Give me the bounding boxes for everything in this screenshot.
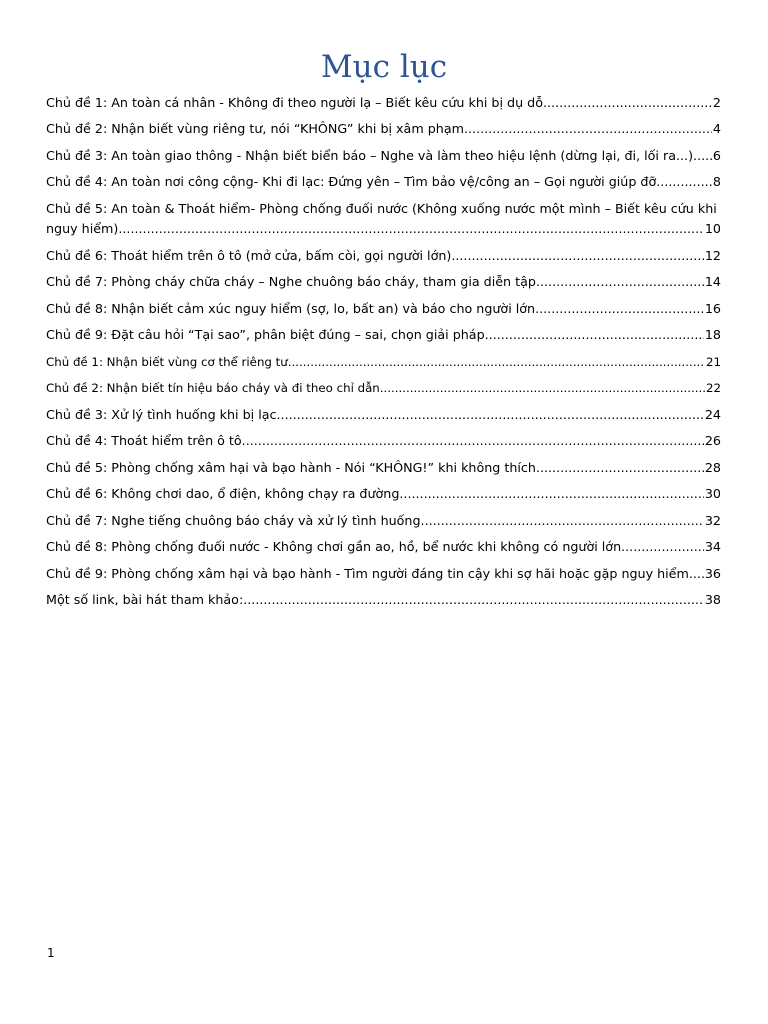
toc-entry-title: Chủ đề 8: Phòng chống đuối nước - Không chơi gần ao, hồ, bể nước khi không có người lớn	[46, 539, 622, 554]
toc-entry-page: 34	[704, 539, 721, 554]
toc-dot-leader	[421, 511, 704, 531]
toc-entry[interactable]	[46, 451, 721, 478]
toc-entry-title: Chủ đề 3: An toàn giao thông - Nhận biết biển báo – Nghe và làm theo hiệu lệnh (dừng lại, đi, lối ra...)	[46, 147, 694, 163]
toc-entry-title-continued: nguy hiểm)	[46, 221, 119, 236]
toc-dot-leader	[399, 484, 703, 504]
toc-entry[interactable]	[46, 166, 721, 193]
toc-dot-leader	[242, 431, 704, 451]
toc-dot-leader	[693, 146, 712, 166]
page-number: 1	[47, 946, 55, 960]
toc-entry-title: Chủ đề 9: Đặt câu hỏi “Tại sao”, phân biệt đúng – sai, chọn giải pháp	[46, 327, 485, 342]
toc-entry-page: 14	[704, 274, 721, 289]
toc-dot-leader	[380, 378, 705, 398]
toc-entry[interactable]	[46, 113, 721, 140]
toc-dot-leader	[689, 564, 704, 584]
table-of-contents	[46, 86, 721, 610]
toc-entry-title: Chủ đề 3: Xử lý tình huống khi bị lạc	[46, 406, 277, 422]
toc-entry-page: 2	[712, 94, 721, 110]
toc-dot-leader	[464, 119, 712, 139]
toc-entry-title: Chủ đề 4: An toàn nơi công cộng- Khi đi lạc: Đứng yên – Tìm bảo vệ/công an – Gọi người giúp đỡ	[46, 174, 657, 189]
toc-entry[interactable]	[46, 504, 721, 531]
toc-entry-title: Chủ đề 9: Phòng chống xâm hại và bạo hành - Tìm người đáng tin cậy khi sợ hãi hoặc gặp nguy hiểm	[46, 565, 689, 581]
toc-entry-page: 12	[704, 247, 721, 263]
toc-entry-title: Chủ đề 5: An toàn & Thoát hiểm- Phòng chống đuối nước (Không xuống nước một mình – Biết kêu cứu khi	[46, 201, 717, 216]
toc-entry[interactable]	[46, 584, 721, 611]
toc-dot-leader	[485, 325, 704, 345]
toc-dot-leader	[277, 405, 704, 425]
toc-entry-title: Chủ đề 6: Không chơi dao, ổ điện, không chạy ra đường	[46, 486, 400, 501]
toc-entry-title: Chủ đề 1: An toàn cá nhân - Không đi theo người lạ – Biết kêu cứu khi bị dụ dỗ	[46, 94, 543, 110]
toc-dot-leader	[621, 537, 704, 557]
toc-dot-leader	[656, 172, 712, 192]
toc-entry-page: 36	[704, 565, 721, 581]
toc-entry-page: 4	[712, 121, 721, 136]
toc-entry-page: 24	[704, 406, 721, 422]
toc-entry-title: Chủ đề 2: Nhận biết tín hiệu báo cháy và đi theo chỉ dẫn	[46, 381, 380, 395]
toc-entry-page: 30	[704, 486, 721, 501]
toc-entry[interactable]	[46, 266, 721, 293]
toc-entry[interactable]	[46, 345, 721, 372]
toc-dot-leader	[451, 246, 704, 266]
toc-entry[interactable]	[46, 557, 721, 584]
toc-dot-leader	[536, 272, 704, 292]
toc-entry-title: Chủ đề 8: Nhận biết cảm xúc nguy hiểm (sợ, lo, bất an) và báo cho người lớn	[46, 300, 536, 316]
page-title: Mục lục	[320, 49, 448, 85]
toc-entry-title: Chủ đề 4: Thoát hiểm trên ô tô	[46, 433, 242, 448]
toc-entry-page: 6	[712, 147, 721, 163]
toc-entry-title: Chủ đề 5: Phòng chống xâm hại và bạo hành - Nói “KHÔNG!” khi không thích	[46, 459, 536, 475]
toc-entry[interactable]	[46, 139, 721, 166]
toc-entry[interactable]	[46, 239, 721, 266]
toc-dot-leader	[118, 219, 703, 239]
toc-entry-page: 28	[704, 459, 721, 475]
toc-entry[interactable]	[46, 319, 721, 346]
toc-entry-title: Chủ đề 7: Phòng cháy chữa cháy – Nghe chuông báo cháy, tham gia diễn tập	[46, 274, 536, 289]
toc-entry-page: 16	[704, 300, 721, 316]
toc-dot-leader	[535, 299, 704, 319]
toc-dot-leader	[288, 352, 705, 372]
toc-entry-title: Chủ đề 7: Nghe tiếng chuông báo cháy và xử lý tình huống	[46, 512, 421, 528]
toc-entry-page: 22	[705, 381, 721, 395]
toc-entry[interactable]	[46, 86, 721, 113]
toc-entry-title: Chủ đề 1: Nhận biết vùng cơ thể riêng tư	[46, 354, 288, 369]
toc-entry[interactable]	[46, 292, 721, 319]
toc-entry-page: 10	[704, 221, 721, 236]
toc-entry-page: 8	[712, 174, 721, 189]
toc-entry[interactable]	[46, 372, 721, 399]
toc-entry-title: Chủ đề 2: Nhận biết vùng riêng tư, nói “KHÔNG” khi bị xâm phạm	[46, 121, 464, 136]
toc-entry-page: 21	[705, 354, 721, 369]
toc-entry[interactable]	[46, 425, 721, 452]
toc-entry-page: 26	[704, 433, 721, 448]
toc-entry[interactable]	[46, 478, 721, 505]
toc-dot-leader	[543, 93, 712, 113]
toc-entry-page: 32	[704, 512, 721, 528]
toc-entry-page: 38	[704, 592, 721, 607]
toc-dot-leader	[243, 590, 704, 610]
toc-entry[interactable]	[46, 398, 721, 425]
toc-entry-title: Một số link, bài hát tham khảo:	[46, 592, 244, 607]
toc-entry-title: Chủ đề 6: Thoát hiểm trên ô tô (mở cửa, bấm còi, gọi người lớn)	[46, 247, 452, 263]
toc-dot-leader	[536, 458, 704, 478]
toc-entry[interactable]	[46, 192, 721, 239]
toc-entry[interactable]	[46, 531, 721, 558]
toc-entry-page: 18	[704, 327, 721, 342]
